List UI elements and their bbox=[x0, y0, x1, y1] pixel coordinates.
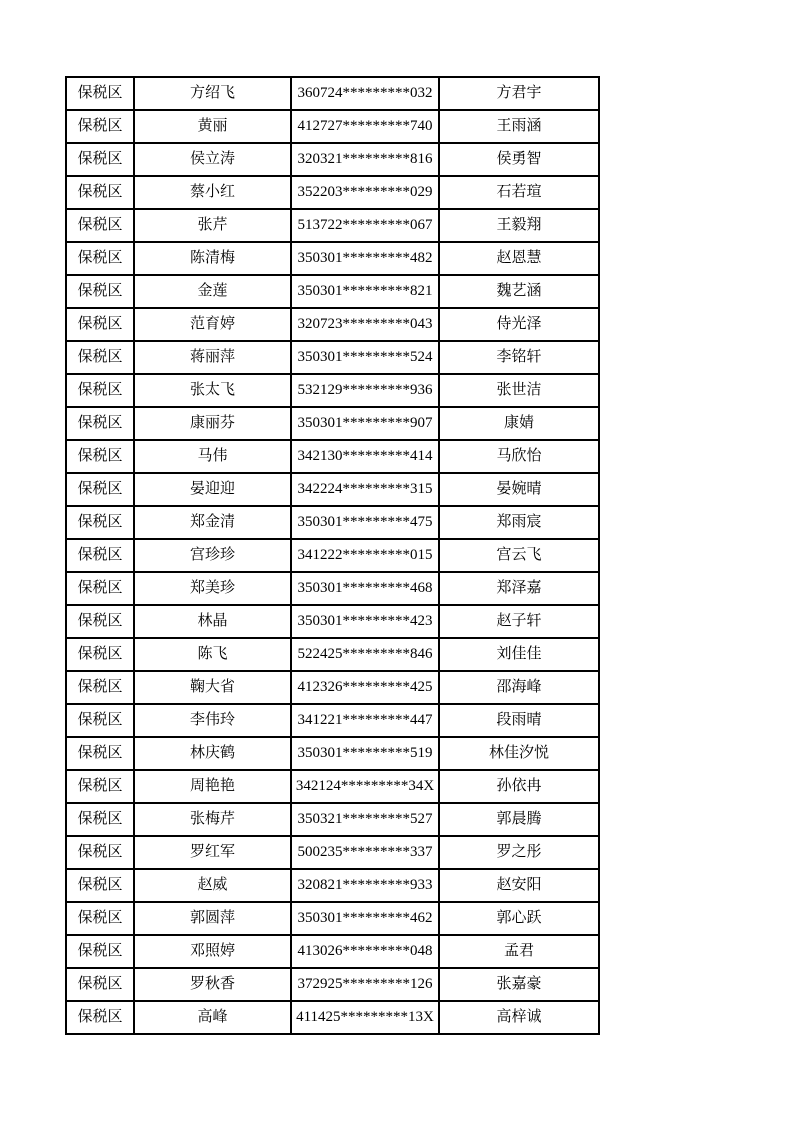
id-number-cell: 350301*********475 bbox=[291, 506, 439, 539]
related-name-cell: 魏艺涵 bbox=[439, 275, 599, 308]
id-number-cell: 513722*********067 bbox=[291, 209, 439, 242]
related-name-cell: 赵子轩 bbox=[439, 605, 599, 638]
name-cell: 蔡小红 bbox=[134, 176, 291, 209]
related-name-cell: 郭晨腾 bbox=[439, 803, 599, 836]
table-row bbox=[66, 110, 599, 143]
table-row bbox=[66, 275, 599, 308]
id-number-cell: 372925*********126 bbox=[291, 968, 439, 1001]
zone-cell: 保税区 bbox=[66, 671, 134, 704]
related-name-cell: 郭心跃 bbox=[439, 902, 599, 935]
zone-cell: 保税区 bbox=[66, 473, 134, 506]
zone-cell: 保税区 bbox=[66, 737, 134, 770]
related-name-cell: 刘佳佳 bbox=[439, 638, 599, 671]
name-cell: 邓照婷 bbox=[134, 935, 291, 968]
related-name-cell: 方君宇 bbox=[439, 77, 599, 110]
table-row bbox=[66, 242, 599, 275]
table-row bbox=[66, 209, 599, 242]
name-cell: 郑美珍 bbox=[134, 572, 291, 605]
zone-cell: 保税区 bbox=[66, 1001, 134, 1034]
table-row bbox=[66, 869, 599, 902]
name-cell: 张梅芹 bbox=[134, 803, 291, 836]
zone-cell: 保税区 bbox=[66, 440, 134, 473]
name-cell: 金莲 bbox=[134, 275, 291, 308]
zone-cell: 保税区 bbox=[66, 176, 134, 209]
id-number-cell: 350301*********907 bbox=[291, 407, 439, 440]
name-cell: 郑金清 bbox=[134, 506, 291, 539]
zone-cell: 保税区 bbox=[66, 308, 134, 341]
table-row bbox=[66, 473, 599, 506]
id-number-cell: 522425*********846 bbox=[291, 638, 439, 671]
name-cell: 陈飞 bbox=[134, 638, 291, 671]
zone-cell: 保税区 bbox=[66, 836, 134, 869]
table-row bbox=[66, 440, 599, 473]
id-number-cell: 341222*********015 bbox=[291, 539, 439, 572]
table-row bbox=[66, 308, 599, 341]
id-number-cell: 320321*********816 bbox=[291, 143, 439, 176]
related-name-cell: 邵海峰 bbox=[439, 671, 599, 704]
name-cell: 林庆鹤 bbox=[134, 737, 291, 770]
name-cell: 康丽芬 bbox=[134, 407, 291, 440]
related-name-cell: 石若瑄 bbox=[439, 176, 599, 209]
table-row bbox=[66, 539, 599, 572]
zone-cell: 保税区 bbox=[66, 209, 134, 242]
related-name-cell: 王毅翔 bbox=[439, 209, 599, 242]
zone-cell: 保税区 bbox=[66, 770, 134, 803]
name-cell: 李伟玲 bbox=[134, 704, 291, 737]
name-cell: 黄丽 bbox=[134, 110, 291, 143]
zone-cell: 保税区 bbox=[66, 902, 134, 935]
id-number-cell: 500235*********337 bbox=[291, 836, 439, 869]
related-name-cell: 高梓诚 bbox=[439, 1001, 599, 1034]
table-row bbox=[66, 506, 599, 539]
table-row bbox=[66, 836, 599, 869]
name-cell: 郭圆萍 bbox=[134, 902, 291, 935]
table-row bbox=[66, 374, 599, 407]
table-row bbox=[66, 1001, 599, 1034]
related-name-cell: 赵安阳 bbox=[439, 869, 599, 902]
table-row bbox=[66, 572, 599, 605]
table-row bbox=[66, 935, 599, 968]
name-cell: 鞠大省 bbox=[134, 671, 291, 704]
related-name-cell: 王雨涵 bbox=[439, 110, 599, 143]
table-row bbox=[66, 704, 599, 737]
id-number-cell: 320821*********933 bbox=[291, 869, 439, 902]
table-row bbox=[66, 671, 599, 704]
zone-cell: 保税区 bbox=[66, 341, 134, 374]
zone-cell: 保税区 bbox=[66, 110, 134, 143]
id-number-cell: 350321*********527 bbox=[291, 803, 439, 836]
name-cell: 赵威 bbox=[134, 869, 291, 902]
name-cell: 晏迎迎 bbox=[134, 473, 291, 506]
id-number-cell: 342224*********315 bbox=[291, 473, 439, 506]
id-number-cell: 350301*********423 bbox=[291, 605, 439, 638]
related-name-cell: 侍光泽 bbox=[439, 308, 599, 341]
name-cell: 高峰 bbox=[134, 1001, 291, 1034]
name-cell: 林晶 bbox=[134, 605, 291, 638]
zone-cell: 保税区 bbox=[66, 242, 134, 275]
id-number-cell: 320723*********043 bbox=[291, 308, 439, 341]
id-number-cell: 342130*********414 bbox=[291, 440, 439, 473]
id-number-cell: 532129*********936 bbox=[291, 374, 439, 407]
zone-cell: 保税区 bbox=[66, 275, 134, 308]
name-cell: 侯立涛 bbox=[134, 143, 291, 176]
table-row bbox=[66, 902, 599, 935]
related-name-cell: 段雨晴 bbox=[439, 704, 599, 737]
related-name-cell: 林佳汐悦 bbox=[439, 737, 599, 770]
zone-cell: 保税区 bbox=[66, 506, 134, 539]
name-cell: 罗秋香 bbox=[134, 968, 291, 1001]
zone-cell: 保税区 bbox=[66, 605, 134, 638]
id-number-cell: 350301*********482 bbox=[291, 242, 439, 275]
table-row bbox=[66, 638, 599, 671]
name-cell: 蒋丽萍 bbox=[134, 341, 291, 374]
id-number-cell: 350301*********821 bbox=[291, 275, 439, 308]
related-name-cell: 李铭轩 bbox=[439, 341, 599, 374]
zone-cell: 保税区 bbox=[66, 638, 134, 671]
zone-cell: 保税区 bbox=[66, 869, 134, 902]
id-number-cell: 360724*********032 bbox=[291, 77, 439, 110]
id-number-cell: 342124*********34X bbox=[291, 770, 439, 803]
name-cell: 宫珍珍 bbox=[134, 539, 291, 572]
name-cell: 周艳艳 bbox=[134, 770, 291, 803]
zone-cell: 保税区 bbox=[66, 935, 134, 968]
zone-cell: 保税区 bbox=[66, 539, 134, 572]
related-name-cell: 张世洁 bbox=[439, 374, 599, 407]
zone-cell: 保税区 bbox=[66, 374, 134, 407]
zone-cell: 保税区 bbox=[66, 407, 134, 440]
id-number-cell: 350301*********519 bbox=[291, 737, 439, 770]
related-name-cell: 赵恩慧 bbox=[439, 242, 599, 275]
zone-cell: 保税区 bbox=[66, 803, 134, 836]
table-row bbox=[66, 407, 599, 440]
id-number-cell: 350301*********468 bbox=[291, 572, 439, 605]
name-cell: 张芹 bbox=[134, 209, 291, 242]
id-number-cell: 350301*********462 bbox=[291, 902, 439, 935]
zone-cell: 保税区 bbox=[66, 77, 134, 110]
name-cell: 马伟 bbox=[134, 440, 291, 473]
roster-table-body bbox=[66, 77, 599, 1034]
table-row bbox=[66, 605, 599, 638]
name-cell: 张太飞 bbox=[134, 374, 291, 407]
related-name-cell: 郑泽嘉 bbox=[439, 572, 599, 605]
roster-table bbox=[65, 76, 600, 1035]
id-number-cell: 350301*********524 bbox=[291, 341, 439, 374]
id-number-cell: 412326*********425 bbox=[291, 671, 439, 704]
id-number-cell: 341221*********447 bbox=[291, 704, 439, 737]
table-row bbox=[66, 143, 599, 176]
related-name-cell: 孟君 bbox=[439, 935, 599, 968]
table-row bbox=[66, 803, 599, 836]
related-name-cell: 张嘉豪 bbox=[439, 968, 599, 1001]
name-cell: 范育婷 bbox=[134, 308, 291, 341]
zone-cell: 保税区 bbox=[66, 143, 134, 176]
table-row bbox=[66, 77, 599, 110]
related-name-cell: 郑雨宸 bbox=[439, 506, 599, 539]
related-name-cell: 晏婉晴 bbox=[439, 473, 599, 506]
id-number-cell: 352203*********029 bbox=[291, 176, 439, 209]
zone-cell: 保税区 bbox=[66, 704, 134, 737]
id-number-cell: 412727*********740 bbox=[291, 110, 439, 143]
zone-cell: 保税区 bbox=[66, 968, 134, 1001]
related-name-cell: 罗之彤 bbox=[439, 836, 599, 869]
table-row bbox=[66, 341, 599, 374]
name-cell: 陈清梅 bbox=[134, 242, 291, 275]
related-name-cell: 康婧 bbox=[439, 407, 599, 440]
name-cell: 方绍飞 bbox=[134, 77, 291, 110]
table-row bbox=[66, 737, 599, 770]
table-row bbox=[66, 968, 599, 1001]
table-row bbox=[66, 176, 599, 209]
related-name-cell: 宫云飞 bbox=[439, 539, 599, 572]
id-number-cell: 413026*********048 bbox=[291, 935, 439, 968]
zone-cell: 保税区 bbox=[66, 572, 134, 605]
table-row bbox=[66, 770, 599, 803]
related-name-cell: 马欣怡 bbox=[439, 440, 599, 473]
name-cell: 罗红军 bbox=[134, 836, 291, 869]
related-name-cell: 孙依冉 bbox=[439, 770, 599, 803]
id-number-cell: 411425*********13X bbox=[291, 1001, 439, 1034]
related-name-cell: 侯勇智 bbox=[439, 143, 599, 176]
